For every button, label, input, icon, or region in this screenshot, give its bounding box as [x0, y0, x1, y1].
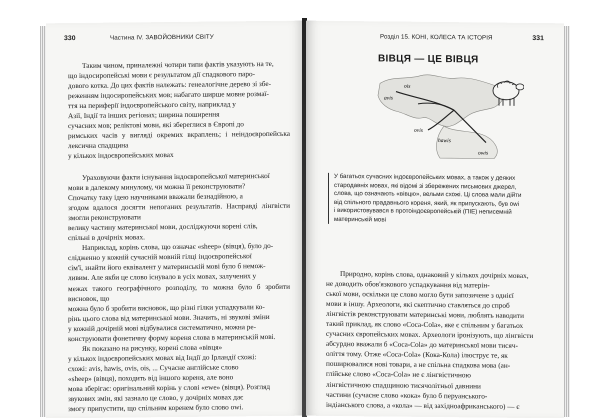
text-line: поширювалися нові товари, а не спільна спадкова мова (ан-	[326, 360, 511, 371]
text-line: можна було б зробити висновок, що різні гілки успадкували ко-	[68, 302, 265, 313]
europe-landmass	[378, 74, 503, 127]
text-line: абсурдно вважали б «Coca-Cola» до материнської мови тисяч-	[326, 340, 518, 351]
caption-line: слова, що означають «вівцю», вельми схожі. Ці слова мали дійти	[334, 189, 522, 199]
text-line: у кількох індоєвропейських мовах	[68, 151, 174, 161]
text-line: ської мови, оскільки це слово могло бути запозичене з однієї	[326, 289, 514, 300]
text-line: частини (сучасне слово «кока» було б перуанського-	[326, 390, 488, 401]
text-line: лінгвістів реконструювати материнські мови, люблять наводити	[326, 310, 524, 321]
text-line: спільні в дочірніх мовах.	[68, 233, 145, 243]
running-head-left: Частина IV. ЗАВОЙОВНИКИ СВІТУ	[110, 33, 214, 42]
text-line: велику частину материнської мови, досліджуючи корені слів,	[68, 222, 258, 233]
text-line: мови в далекому минулому, чи можна її реконструювати?	[68, 182, 246, 193]
caption-line: від спільного прадавнього кореня, який, як припускають, був owi	[334, 198, 520, 208]
text-line: Ураховуючи факти існування індоєвропейської материнської	[82, 172, 270, 182]
map-label: hawis	[438, 138, 451, 145]
map-label: avis	[384, 95, 393, 102]
map-label: owis	[478, 150, 489, 157]
caption-line: материнській мові	[334, 215, 387, 223]
text-line: у кількох індоєвропейських мовах від Індії до Ірландії схожі:	[68, 352, 257, 363]
text-line: змогу припустити, що спільним коренем було слово owi.	[68, 403, 244, 414]
paragraph-coca-cola	[326, 269, 548, 412]
text-line: мови в іншу. Археологи, які скептично ставляться до спроб	[326, 299, 510, 310]
sheep-word-map	[374, 69, 524, 163]
text-line: Природно, корінь слова, однаковий у кількох дочірніх мовах,	[340, 270, 529, 280]
text-line: ливим. Але якби це слово існувало в усіх мовах, залучених у	[68, 272, 257, 283]
page-number-left: 330	[64, 35, 76, 43]
caption-line: і використовувався в протоіндоєвропейській (ПІЕ) неписемній	[334, 206, 512, 216]
text-line: реженням індосиропейських мов; набагато ширше мовне розмаї-	[68, 90, 269, 101]
text-line: не доводить обов'язкового успадкування від матерін-	[326, 279, 490, 290]
text-line: межах такого географічного розподілу, то можна було б зробити висновок, що	[68, 282, 290, 303]
text-line: римських часів у вигляді окремих вкраплень; і неіндоєвропейська лексична спадщина	[68, 130, 290, 151]
text-line: у кожній дочірній мові відбувалися систематично, можна ре-	[68, 322, 257, 333]
text-line: схожі: avis, hawis, ovis, ois, ... Сучасне англійське слово	[68, 363, 239, 374]
text-line: Азії, Індії та інших регіонах; ширина поширення	[68, 110, 220, 121]
text-line: Таким чином, приналежні чотири типи фактів указують на те,	[82, 59, 274, 70]
text-line: «sheep» (вівця), походить від іншого кореня, але воно	[68, 373, 234, 384]
paragraph-summary	[68, 59, 290, 162]
figure-title: ВІВЦЯ — ЦЕ ВІВЦЯ	[378, 53, 479, 66]
text-line: індіанського слова, а «кола» — від західноафриканського) — є	[326, 400, 520, 411]
text-line: звукових змін, які зазнало це слово, у дочірніх мовах дає	[68, 393, 244, 404]
text-line: такий приклад, як слово «Coca-Cola», яке є спільним у багатьох	[326, 320, 524, 331]
caption-line: У багатьох сучасних індоєвропейських мовах, а також у деяких	[334, 172, 516, 182]
figure-caption	[328, 173, 548, 226]
text-line: згодом вдалося досягти непоганих результатів. Насправді лінгвісти змогли реконструювати	[68, 201, 290, 223]
page-number-right: 331	[532, 35, 544, 43]
text-line: Як показано на рисунку, корені слова «вівця»	[82, 343, 223, 353]
text-line: лінгвістичною спадщиною тисячолітньої давнини	[326, 380, 481, 390]
text-line: сучасних мов; реліктові мови, які збереглися в Європі до	[68, 120, 244, 131]
paragraph-reconstruction	[68, 171, 290, 414]
map-label: ovis	[414, 127, 423, 134]
text-line: сучасних європейських мовах. Археологи іронізують, що лінгвісти	[326, 330, 534, 341]
map-label: ois	[404, 83, 411, 90]
text-line: мова зберігає: оригінальний корінь у слові «ewe» (вівця). Розгляд	[68, 382, 271, 394]
text-line: слідженно у кожній сучасній мовній гілці індоєвропейської	[68, 252, 252, 263]
caption-line: стародавніх мовах, які відомі зі збережених письмових джерел,	[334, 181, 517, 191]
text-line: дового котка. До цих фактів належать: генеалогічне дерево зі збе-	[68, 80, 272, 91]
left-page	[46, 21, 304, 418]
text-line: сім'ї, знайти його еквівалент у материнській мові було б немож-	[68, 262, 266, 273]
right-page	[306, 21, 564, 418]
text-line: Наприклад, корінь слова, що означає «sheep» (вівця), було до-	[82, 242, 274, 253]
text-line: ття на периферії індоєвропейського світу, наприклад у	[68, 100, 236, 111]
text-line: оліття тому. Отже «Coca-Cola» (Кока-Кола) ілюструє те, як	[326, 350, 508, 361]
page-edges-right	[564, 26, 570, 417]
text-line: Спочатку таку ідею научниками вважали безнадійною, а	[68, 192, 243, 203]
text-line: рінь цього слова від материнської мови. Значить, ні звукові зміни	[68, 312, 270, 323]
running-head-right: Розділ 15. КОНІ, КОЛЕСА ТА ІСТОРІЯ	[380, 33, 493, 42]
text-line: глійське слово «Coca-Cola» не є лінгвістичною	[326, 370, 471, 380]
text-line: конструювати фонетичну форму кореня слова в материнській мові.	[68, 332, 276, 343]
text-line: що індосиропейські мови є результатом дії спадкового паро-	[68, 70, 256, 81]
